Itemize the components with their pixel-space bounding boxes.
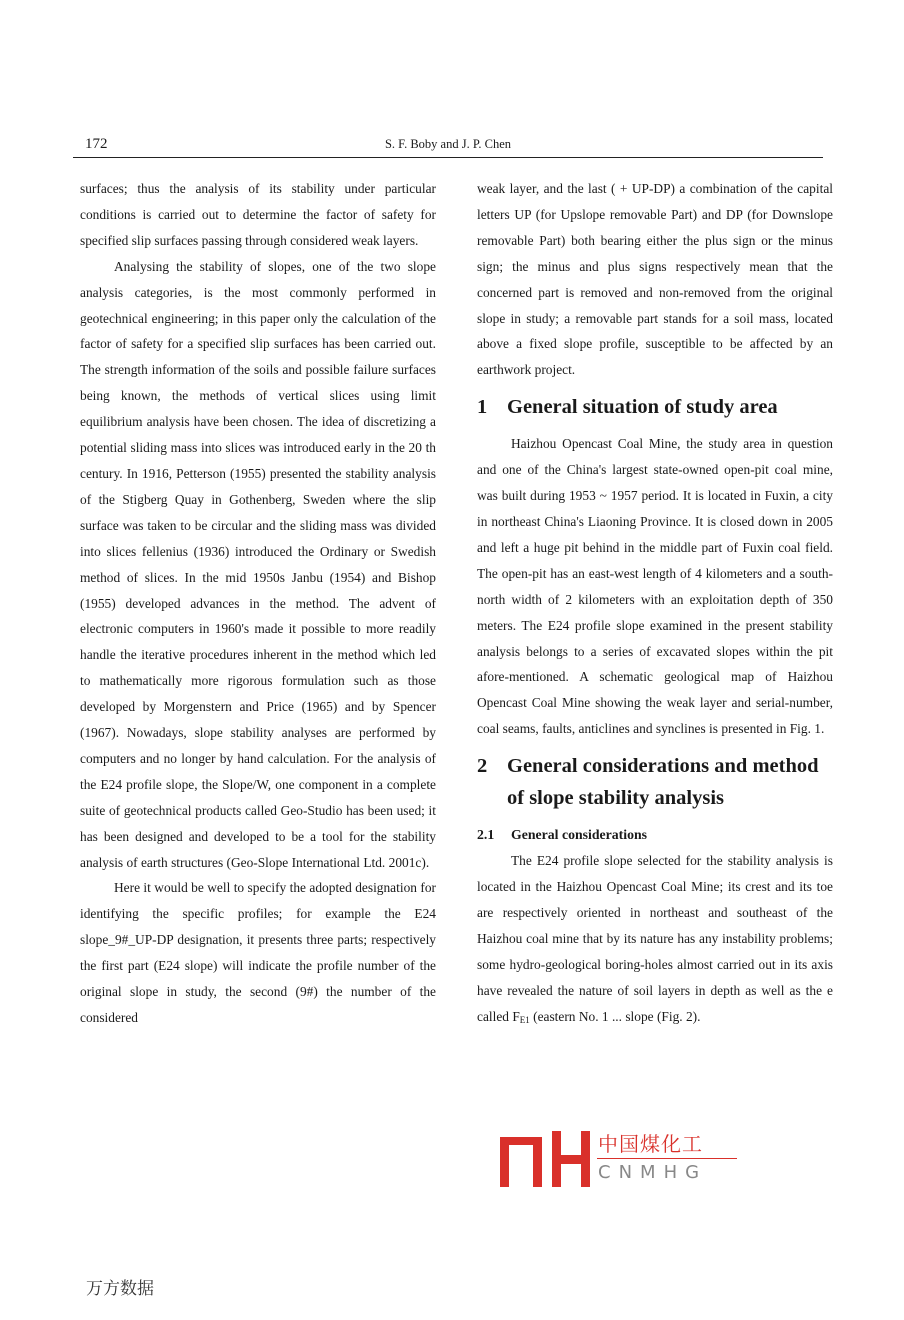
section-heading-1	[477, 391, 833, 423]
page-number: 172	[85, 136, 108, 152]
left-column	[80, 176, 436, 1031]
paragraph-text: The E24 profile slope selected for the stability analysis is located in the Haizhou Opencast Coal Mine; its crest and its toe are respectively oriented in northeast and southeast of the Haizhou coal mine that by its nature has any instability problems; some hydro-geological boring-holes almost carried out in its axis have revealed the nature of soil layers in depth as well as the e	[477, 853, 833, 998]
paragraph: surfaces; thus the analysis of its stability under particular conditions is carried out to determine the factor of safety for specified slip surfaces passing through considered weak layers.	[80, 181, 436, 248]
paragraph: Here it would be well to specify the adopted designation for identifying the specific profiles; for example the E24 slope_9#_UP-DP designation, it presents three parts; respectively the first part (E24 slope) will indicate the profile number of the original slope in study, the second (9#) the number of the considered	[80, 880, 436, 1025]
section-number: 1	[477, 396, 488, 419]
section-title: General situation of study area	[507, 396, 778, 419]
watermark-logo-icon	[500, 1131, 590, 1187]
subscript: E1	[519, 1014, 530, 1025]
paragraph: Haizhou Opencast Coal Mine, the study area in question and one of the China's largest state-owned open-pit coal mine, was built during 1953 ~ 1957 period. It is located in Fuxin, a city in northeast China's Liaoning Province. It is closed down in 2005 and left a huge pit behind in the middle part of Fuxin coal field. The open-pit has an east-west length of 4 kilometers and a south-north width of 2 kilometers with an exploitation depth of 350 meters. The E24 profile slope examined in the present stability analysis belongs to a series of excavated slopes within the pit afore-mentioned. A schematic geological map of Haizhou Opencast Coal Mine showing the weak layer and serial-number, coal seams, faults, anticlines and synclines is presented in Fig. 1.	[477, 436, 833, 737]
right-column	[477, 176, 833, 1033]
page-header	[73, 132, 823, 156]
paragraph-text: (eastern No. 1 ... slope (Fig. 2).	[533, 1008, 701, 1024]
subsection-heading	[477, 822, 833, 848]
running-head-authors: S. F. Boby and J. P. Chen	[384, 137, 512, 151]
section-heading-2	[477, 750, 833, 814]
section-number: 2	[477, 755, 488, 778]
subsection-number: 2.1	[477, 827, 495, 843]
watermark-divider	[597, 1158, 737, 1159]
watermark-english-text: CNMHG	[598, 1162, 708, 1183]
paragraph-text: called F	[477, 1008, 520, 1024]
subsection-title: General considerations	[511, 827, 648, 843]
watermark	[500, 1131, 830, 1187]
paragraph: weak layer, and the last ( + UP-DP) a combination of the capital letters UP (for Upslope removable Part) and DP (for Downslope removable Part) both bearing either the plus sign or the minus sign; the minus and plus signs respectively mean that the concerned part is removed and non-removed from the original slope in study; a removable part stands for a soil mass, located above a fixed slope profile, susceptible to be affected by an earthwork project.	[477, 181, 833, 378]
source-label: 万方数据	[86, 1279, 154, 1299]
watermark-chinese-text: 中国煤化工	[598, 1132, 703, 1156]
header-divider	[73, 157, 823, 158]
paragraph: Analysing the stability of slopes, one of the two slope analysis categories, is the most commonly performed in geotechnical engineering; in this paper only the calculation of the factor of safety for a specified slip surfaces has been carried out. The strength information of the soils and possible failure surfaces being known, the methods of vertical slices using limit equilibrium analysis have been chosen. The idea of discretizing a potential sliding mass into slices was introduced early in the 20 th century. In 1916, Petterson (1955) presented the stability analysis of the Stigberg Quay in Gothenberg, Sweden where the slip surface was taken to be circular and the sliding mass was divided into slices fellenius (1936) introduced the Ordinary or Swedish method of slices. In the mid 1950s Janbu (1954) and Bishop (1955) developed advances in the method. The advent of electronic computers in 1960's made it possible to more readily handle the iterative procedures inherent in the method which led to mathematically more rigorous formulation such as those developed by Morgenstern and Price (1965) and by Spencer (1967). Nowadays, slope stability analyses are performed by computers and no longer by hand calculation. For the analysis of the E24 profile slope, the Slope/W, one component in a complete suite of geotechnical products called Geo-Studio has been used; it has been designed and developed to be a tool for the stability analysis of earth structures (Geo-Slope International Ltd. 2001c).	[80, 258, 436, 870]
section-title: General considerations and method of slope stability analysis	[507, 755, 819, 810]
paragraph	[477, 848, 833, 1033]
